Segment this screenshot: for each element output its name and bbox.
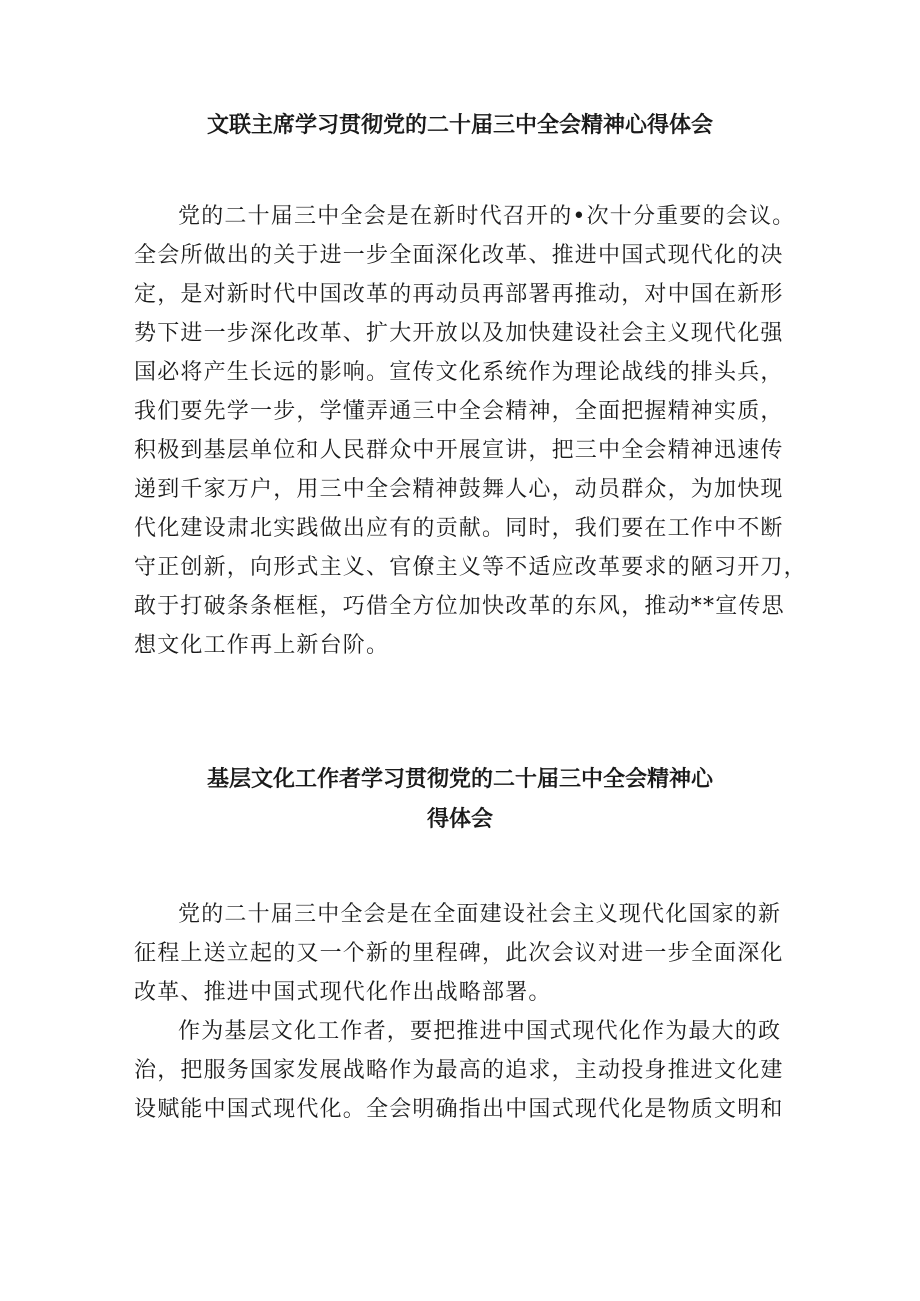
text-line: 敢于打破条条框框，巧借全方位加快改革的东风，推动**宣传思 (134, 594, 785, 619)
text-line: 守正创新，向形式主义、官僚主义等不适应改革要求的陋习开刀， (134, 555, 807, 580)
text-line: 定，是对新时代中国改革的再动员再部署再推动，对中国在新形 (134, 282, 784, 307)
text-line: 作为基层文化工作者，要把推进中国式现代化作为最大的政 (178, 1019, 782, 1044)
section-title-2 (130, 760, 790, 840)
section-2-paragraph-1 (134, 895, 794, 1012)
text-line: 征程上送立起的又一个新的里程碑，此次会议对进一步全面深化 (134, 941, 784, 966)
text-line: 我们要先学一步，学懂弄通三中全会精神，全面把握精神实质， (134, 399, 784, 424)
text-line: 递到千家万户，用三中全会精神鼓舞人心，动员群众，为加快现 (134, 477, 784, 502)
section-title-1: 文联主席学习贯彻党的二十届三中全会精神心得体会 (206, 113, 713, 138)
section-1-paragraph-1 (134, 197, 807, 665)
text-line: 积极到基层单位和人民群众中开展宣讲，把三中全会精神迅速传 (134, 438, 784, 463)
text-line: 党的二十届三中全会是在全面建设社会主义现代化国家的新 (178, 902, 782, 927)
text-line: 治，把服务国家发展战略作为最高的追求，主动投身推进文化建 (134, 1058, 784, 1083)
section-2-paragraph-2 (134, 1012, 794, 1129)
text-line: 党的二十届三中全会是在新时代召开的•次十分重要的会议。 (178, 204, 796, 229)
text-line: 想文化工作再上新台阶。 (134, 633, 390, 658)
section-title-2-line-2: 得体会 (426, 807, 493, 832)
text-line: 设赋能中国式现代化。全会明确指出中国式现代化是物质文明和 (134, 1097, 784, 1122)
text-line: 改革、推进中国式现代化作出战略部署。 (134, 980, 552, 1005)
text-line: 全会所做出的关于进一步全面深化改革、推进中国式现代化的决 (134, 243, 784, 268)
text-line: 国必将产生长远的影响。宣传文化系统作为理论战线的排头兵， (134, 360, 784, 385)
text-line: 代化建设肃北实践做出应有的贡献。同时，我们要在工作中不断 (134, 516, 784, 541)
section-title-2-line-1: 基层文化工作者学习贯彻党的二十届三中全会精神心 (206, 767, 713, 792)
text-line: 势下进一步深化改革、扩大开放以及加快建设社会主义现代化强 (134, 321, 784, 346)
